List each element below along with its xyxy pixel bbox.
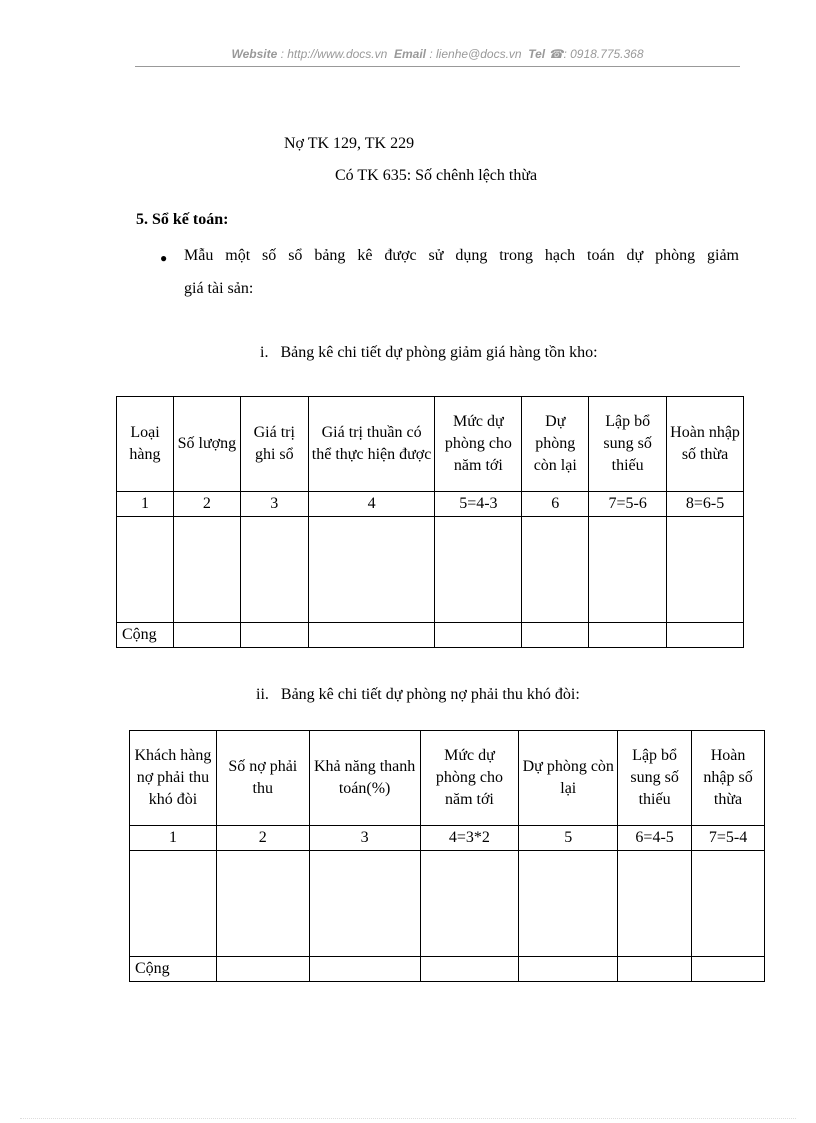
header-cell: Khách hàng nợ phải thu khó đòi	[130, 731, 217, 826]
header-cell: Dự phòng còn lại	[519, 731, 618, 826]
empty-cell	[618, 851, 692, 957]
header-cell: Dự phòng còn lại	[522, 397, 589, 492]
empty-cell	[519, 851, 618, 957]
header-cell: Số nợ phải thu	[216, 731, 309, 826]
empty-cell	[130, 851, 217, 957]
header-cell: Mức dự phòng cho năm tới	[435, 397, 522, 492]
empty-cell	[589, 623, 667, 648]
section-title: 5. Sổ kế toán:	[136, 211, 229, 228]
number-cell: 2	[216, 826, 309, 851]
website-label: Website	[231, 47, 278, 61]
empty-cell	[173, 517, 240, 623]
header-cell: Loại hàng	[117, 397, 174, 492]
number-cell: 3	[240, 492, 308, 517]
empty-cell	[667, 623, 744, 648]
header-cell: Hoàn nhập số thừa	[667, 397, 744, 492]
header-cell: Lập bổ sung số thiếu	[618, 731, 692, 826]
tel-label: Tel	[528, 47, 546, 61]
empty-cell	[117, 517, 174, 623]
empty-cell	[522, 517, 589, 623]
empty-cell	[173, 623, 240, 648]
number-cell: 8=6-5	[667, 492, 744, 517]
empty-cell	[589, 517, 667, 623]
bullet-text-line2: giá tài sản:	[184, 280, 254, 297]
empty-cell	[240, 517, 308, 623]
number-cell: 5=4-3	[435, 492, 522, 517]
number-cell: 3	[309, 826, 420, 851]
empty-cell	[420, 957, 519, 982]
table-total-row	[117, 623, 744, 648]
empty-cell	[522, 623, 589, 648]
page-header	[135, 47, 740, 61]
inventory-provision-table	[116, 396, 744, 648]
empty-cell	[420, 851, 519, 957]
debit-entry: Nợ TK 129, TK 229	[284, 135, 415, 152]
empty-cell	[308, 517, 435, 623]
number-cell: 5	[519, 826, 618, 851]
header-cell: Giá trị ghi sổ	[240, 397, 308, 492]
table-empty-row	[130, 851, 765, 957]
number-cell: 4=3*2	[420, 826, 519, 851]
header-cell: Lập bổ sung số thiếu	[589, 397, 667, 492]
bullet-text-line1: Mẫu một số sổ bảng kê được sử dụng trong hạch toán dự phòng giảm	[184, 247, 739, 264]
empty-cell	[435, 517, 522, 623]
empty-cell	[308, 623, 435, 648]
total-label: Cộng	[130, 957, 217, 982]
number-cell: 7=5-6	[589, 492, 667, 517]
empty-cell	[216, 957, 309, 982]
table1-caption: i. Bảng kê chi tiết dự phòng giảm giá hàng tồn kho:	[260, 344, 598, 361]
number-cell: 2	[173, 492, 240, 517]
number-cell: 6	[522, 492, 589, 517]
header-cell: Hoàn nhập số thừa	[692, 731, 765, 826]
empty-cell	[435, 623, 522, 648]
header-cell: Khả năng thanh toán(%)	[309, 731, 420, 826]
empty-cell	[309, 851, 420, 957]
header-cell: Giá trị thuần có thể thực hiện được	[308, 397, 435, 492]
table-number-row	[130, 826, 765, 851]
empty-cell	[519, 957, 618, 982]
number-cell: 4	[308, 492, 435, 517]
website-value: : http://www.docs.vn	[280, 47, 388, 61]
credit-entry: Có TK 635: Số chênh lệch thừa	[335, 167, 538, 184]
empty-cell	[692, 851, 765, 957]
bullet-icon: ●	[160, 251, 168, 265]
email-value: : lienhe@docs.vn	[429, 47, 522, 61]
email-label: Email	[393, 47, 426, 61]
empty-cell	[240, 623, 308, 648]
number-cell: 7=5-4	[692, 826, 765, 851]
number-cell: 6=4-5	[618, 826, 692, 851]
table-header-row	[117, 397, 744, 492]
header-cell: Số lượng	[173, 397, 240, 492]
table-number-row	[117, 492, 744, 517]
table-empty-row	[117, 517, 744, 623]
empty-cell	[692, 957, 765, 982]
tel-value: ☎: 0918.775.368	[548, 47, 644, 61]
empty-cell	[216, 851, 309, 957]
empty-cell	[309, 957, 420, 982]
number-cell: 1	[130, 826, 217, 851]
empty-cell	[667, 517, 744, 623]
table-total-row	[130, 957, 765, 982]
total-label: Cộng	[117, 623, 174, 648]
table-header-row	[130, 731, 765, 826]
empty-cell	[618, 957, 692, 982]
receivable-provision-table	[129, 730, 765, 982]
footer-divider	[20, 1118, 796, 1119]
header-divider	[135, 66, 740, 67]
table2-caption: ii. Bảng kê chi tiết dự phòng nợ phải thu khó đòi:	[256, 686, 580, 703]
header-cell: Mức dự phòng cho năm tới	[420, 731, 519, 826]
number-cell: 1	[117, 492, 174, 517]
